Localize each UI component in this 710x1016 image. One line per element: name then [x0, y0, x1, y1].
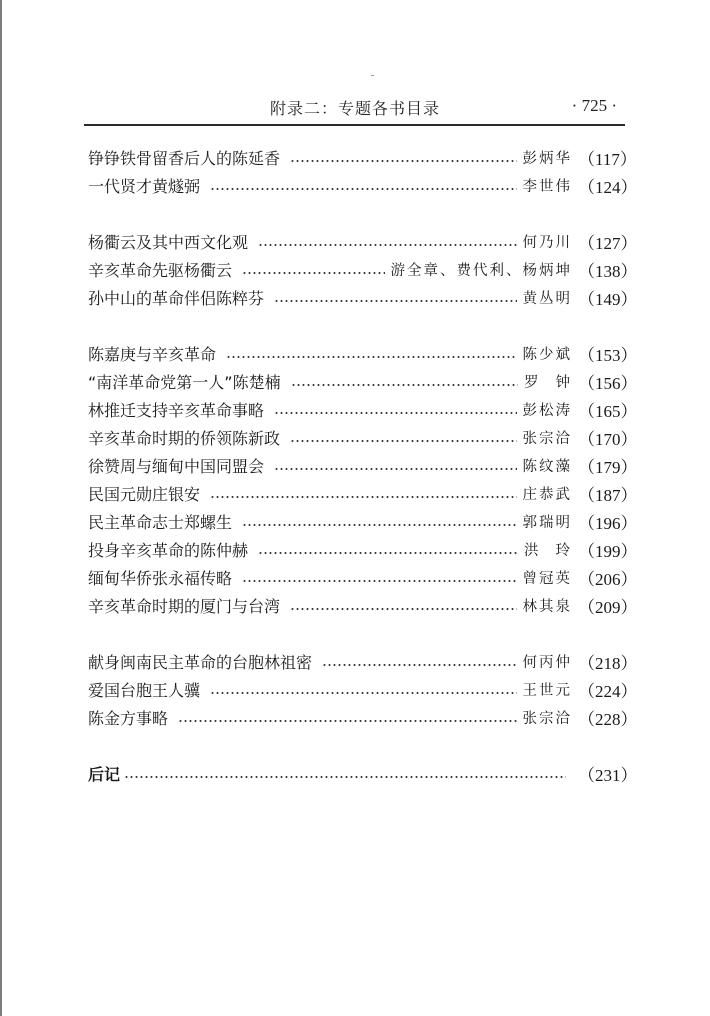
dot-leader: [291, 369, 518, 393]
dot-leader: [210, 677, 516, 701]
entry-author: 何乃川: [522, 234, 572, 251]
dot-leader: [178, 705, 516, 729]
entry-author: 李世伟: [522, 178, 572, 195]
entry-page: （156）: [578, 373, 638, 393]
entry-title: 投身辛亥革命的陈仲赫: [88, 540, 249, 560]
dot-leader: [210, 481, 516, 505]
dot-leader: [258, 229, 516, 253]
dot-leader: [274, 285, 516, 309]
entry-author: 庄恭武: [522, 486, 572, 503]
entry-author: 黄丛明: [522, 290, 572, 307]
entry-page: （117）: [578, 149, 637, 169]
entry-page: （187）: [578, 485, 638, 505]
entry-title: 后记: [88, 764, 121, 784]
entry-title: 孙中山的革命伴侣陈粹芬: [88, 288, 265, 308]
toc-entry[interactable]: [88, 509, 638, 533]
entry-title: 献身闽南民主革命的台胞林祖密: [88, 652, 313, 672]
entry-title: 陈金方事略: [88, 708, 169, 728]
entry-title: 徐赞周与缅甸中国同盟会: [88, 456, 265, 476]
dot-leader: [290, 425, 516, 449]
toc-entry[interactable]: [88, 565, 638, 589]
page-number: · 725 ·: [571, 96, 617, 115]
entry-title: 辛亥革命时期的侨领陈新政: [88, 428, 281, 448]
entry-title: 辛亥革命时期的厦门与台湾: [88, 596, 281, 616]
entry-page: （153）: [578, 345, 638, 365]
entry-author: 彭松涛: [522, 402, 572, 419]
scan-speck: [371, 75, 374, 76]
entry-author: 彭炳华: [522, 150, 572, 167]
entry-page: （224）: [578, 681, 638, 701]
toc-entry[interactable]: [88, 481, 638, 505]
dot-leader: [290, 593, 516, 617]
entry-title: 铮铮铁骨留香后人的陈延香: [88, 148, 281, 168]
dot-leader: [124, 761, 566, 785]
entry-author: 陈少斌: [522, 346, 572, 363]
entry-author: 洪玲: [524, 542, 587, 559]
entry-author: 曾冠英: [522, 570, 572, 587]
entry-author: 何丙仲: [522, 654, 572, 671]
entry-page: （206）: [578, 569, 638, 589]
toc-entry[interactable]: [88, 453, 638, 477]
entry-title: 民国元勋庄银安: [88, 484, 201, 504]
dot-leader: [322, 649, 516, 673]
entry-title: 民主革命志士郑螺生: [88, 512, 233, 532]
page-left-edge: [0, 0, 2, 1016]
toc-entry[interactable]: [88, 257, 638, 281]
toc-entry[interactable]: [88, 145, 637, 169]
dot-leader: [210, 173, 516, 197]
toc-entry[interactable]: [88, 593, 638, 617]
toc-entry[interactable]: [88, 677, 638, 701]
toc-entry[interactable]: [88, 649, 638, 673]
entry-title: 缅甸华侨张永福传略: [88, 568, 233, 588]
toc-entry[interactable]: [88, 229, 638, 253]
toc-entry[interactable]: [88, 341, 638, 365]
entry-title: 辛亥革命先驱杨衢云: [88, 260, 233, 280]
running-title: 附录二：专题各书目录: [270, 99, 441, 118]
entry-page: （209）: [578, 597, 638, 617]
entry-author: 王世元: [522, 682, 572, 699]
dot-leader: [242, 509, 516, 533]
dot-leader: [242, 565, 516, 589]
toc-entry[interactable]: [88, 537, 638, 561]
entry-page: （149）: [578, 289, 638, 309]
entry-title: 林推迁支持辛亥革命事略: [88, 400, 265, 420]
dot-leader: [226, 341, 516, 365]
entry-page: （170）: [578, 429, 638, 449]
dot-leader: [258, 537, 518, 561]
entry-author: 张宗洽: [522, 430, 572, 447]
entry-title: 爱国台胞王人骥: [88, 680, 201, 700]
dot-leader: [274, 397, 516, 421]
entry-author: 林其泉: [522, 598, 572, 615]
dot-leader: [290, 145, 516, 169]
entry-page: （199）: [578, 541, 638, 561]
toc-entry[interactable]: [88, 285, 638, 309]
toc-entry[interactable]: [88, 425, 638, 449]
running-header: [84, 92, 625, 120]
entry-title: 陈嘉庚与辛亥革命: [88, 344, 217, 364]
entry-page: （228）: [578, 709, 638, 729]
entry-page: （196）: [578, 513, 638, 533]
header-rule: [84, 124, 625, 126]
entry-author: 游全章、费代利、杨炳坤: [390, 262, 572, 279]
toc-entry[interactable]: [88, 705, 638, 729]
entry-page: （127）: [578, 233, 638, 253]
toc-entry-afterword[interactable]: [88, 761, 638, 785]
toc-entry[interactable]: [88, 369, 638, 393]
toc-entry[interactable]: [88, 397, 638, 421]
entry-page: （165）: [578, 401, 638, 421]
entry-title: “南洋革命党第一人”陈楚楠: [88, 372, 281, 392]
entry-author: 郭瑞明: [522, 514, 572, 531]
entry-page: （218）: [578, 653, 638, 673]
entry-page: （231）: [578, 765, 638, 785]
toc-entry[interactable]: [88, 173, 638, 197]
entry-page: （138）: [578, 261, 638, 281]
entry-author: 陈纹藻: [522, 458, 572, 475]
entry-page: （124）: [578, 177, 638, 197]
dot-leader: [274, 453, 516, 477]
entry-title: 一代贤才黄燧弼: [88, 176, 201, 196]
entry-page: （179）: [578, 457, 638, 477]
dot-leader: [242, 257, 384, 281]
entry-title: 杨衢云及其中西文化观: [88, 232, 249, 252]
entry-author: 罗钟: [524, 374, 587, 391]
entry-author: 张宗洽: [522, 710, 572, 727]
